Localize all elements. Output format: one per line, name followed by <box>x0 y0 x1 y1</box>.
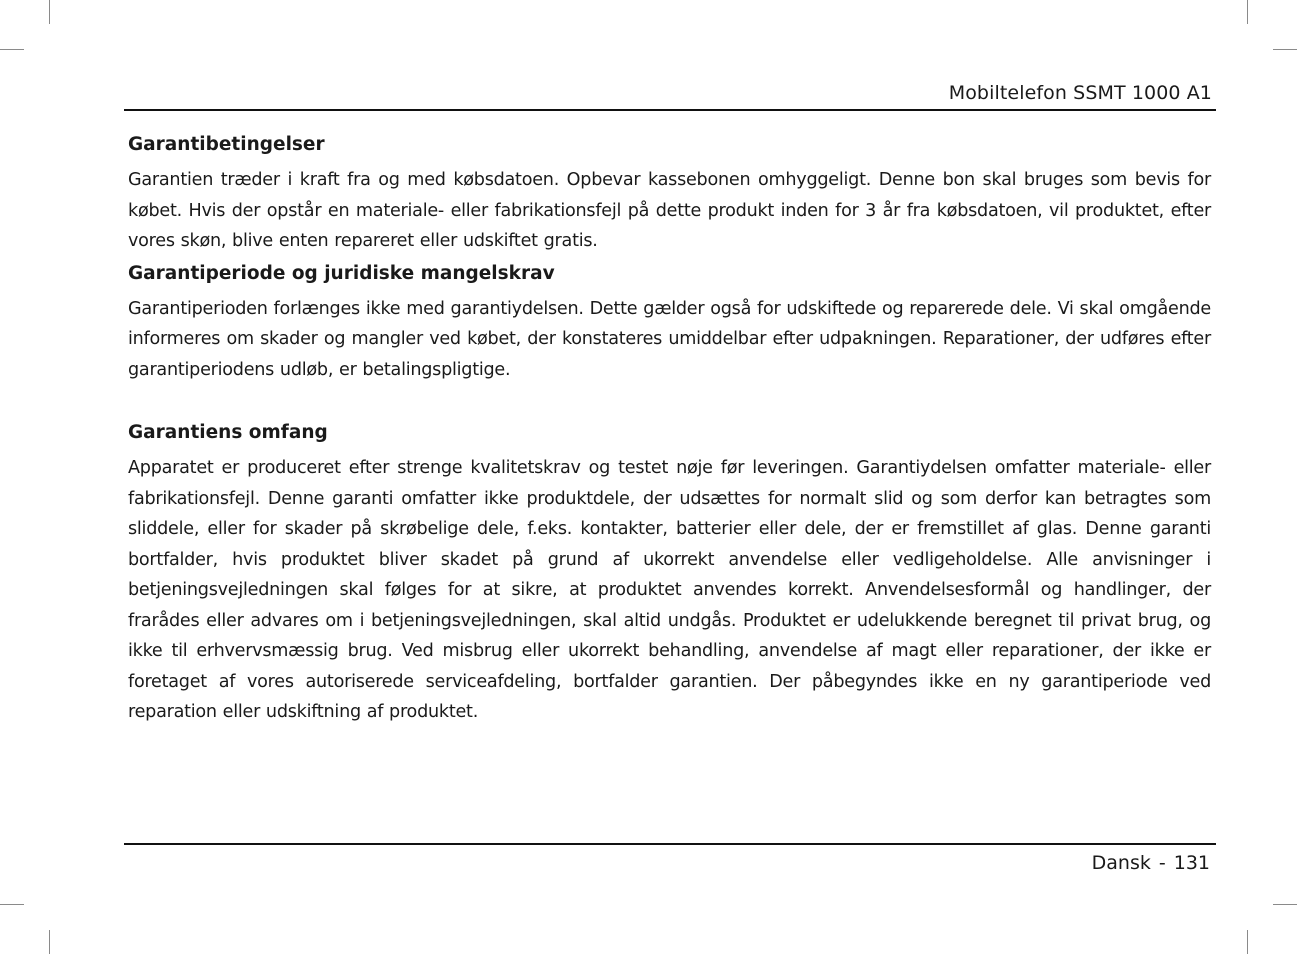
crop-mark <box>0 904 24 905</box>
footer-language: Dansk <box>1091 852 1151 874</box>
page-header-title: Mobiltelefon SSMT 1000 A1 <box>948 82 1212 104</box>
crop-mark <box>1247 930 1248 954</box>
section-heading: Garantiens omfang <box>128 422 328 443</box>
crop-mark <box>49 0 50 24</box>
header-rule <box>124 109 1216 111</box>
page-footer <box>1092 852 1210 874</box>
page-number: 131 <box>1173 852 1210 874</box>
section-body: Garantiperioden forlænges ikke med garantiydelsen. Dette gælder også for udskiftede og reparerede dele. Vi skal omgående informeres om skader og mangler ved købet, der konstateres umiddelbar efter udpakningen. Reparationer, der udføres efter garantiperiodens udløb, er betalingspligtige. <box>128 298 1211 380</box>
crop-mark <box>1247 0 1248 24</box>
section-heading: Garantibetingelser <box>128 134 325 155</box>
crop-mark <box>49 930 50 954</box>
crop-mark <box>1273 904 1297 905</box>
page-content <box>128 131 1211 728</box>
section-body: Apparatet er produceret efter strenge kvalitetskrav og testet nøje før leveringen. Garantiydelsen omfatter materiale- eller fabrikationsfejl. Denne garanti omfatter ikke produktdele, der udsættes for normalt slid og som derfor kan betragtes som sliddele, eller for skader på skrøbelige dele, f.eks. kontakter, batterier eller dele, der er fremstillet af glas. Denne garanti bortfalder, hvis produktet bliver skadet på grund af ukorrekt anvendelse eller vedligeholdelse. Alle anvisninger i betjeningsvejledningen skal følges for at sikre, at produktet anvendes korrekt. Anvendelsesformål og handlinger, der frarådes eller advares om i betjeningsvejledningen, skal altid undgås. Produktet er udelukkende beregnet til privat brug, og ikke til erhvervsmæssig brug. Ved misbrug eller ukorrekt behandling, anvendelse af magt eller reparationer, der ikke er foretaget af vores autoriserede serviceafdeling, bortfalder garantien. Der påbegyndes ikke en ny garantiperiode ved reparation eller udskiftning af produktet. <box>128 458 1211 722</box>
section-heading: Garantiperiode og juridiske mangelskrav <box>128 262 555 284</box>
section-garantibetingelser <box>128 131 1211 257</box>
footer-rule <box>124 843 1216 845</box>
section-garantiperiode <box>128 260 1211 386</box>
section-body: Garantien træder i kraft fra og med købsdatoen. Opbevar kassebonen omhyggeligt. Denne bon skal bruges som bevis for købet. Hvis der opstår en materiale- eller fabrikationsfejl på dette produkt inden for 3 år fra købsdatoen, vil produktet, efter vores skøn, blive enten repareret eller udskiftet gratis. <box>128 170 1211 251</box>
crop-mark <box>1273 49 1297 50</box>
section-garantiens-omfang <box>128 419 1211 728</box>
crop-mark <box>0 49 24 50</box>
footer-separator: - <box>1158 852 1166 874</box>
